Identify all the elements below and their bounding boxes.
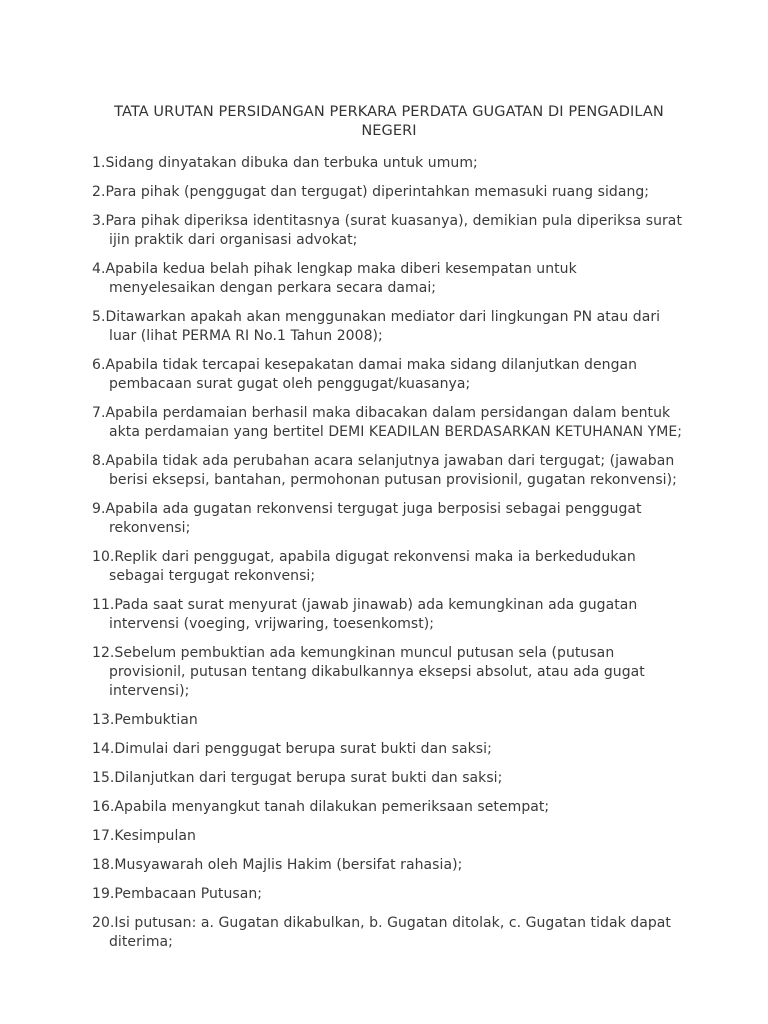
step-text: Sebelum pembuktian ada kemungkinan muncul putusan sela (putusan provisionil, putusan tentang dikabulkannya eksepsi absolut, atau ada gugat intervensi); [109, 645, 645, 699]
procedure-list [92, 154, 684, 952]
list-item [92, 885, 684, 904]
step-text: Pembuktian [114, 712, 198, 728]
step-number: 19. [92, 886, 115, 902]
step-text: Apabila perdamaian berhasil maka dibacakan dalam persidangan dalam bentuk akta perdamaian yang bertitel DEMI KEADILAN BERDASARKAN KETUHANAN YME; [105, 405, 683, 440]
step-text: Para pihak (penggugat dan tergugat) diperintahkan memasuki ruang sidang; [105, 184, 650, 200]
step-number: 14. [92, 741, 115, 757]
step-number: 18. [92, 857, 115, 873]
step-text: Kesimpulan [114, 828, 196, 844]
step-text: Para pihak diperiksa identitasnya (surat kuasanya), demikian pula diperiksa surat ijin praktik dari organisasi advokat; [105, 213, 682, 248]
step-number: 1. [92, 155, 106, 171]
step-number: 12. [92, 645, 115, 661]
step-text: Apabila kedua belah pihak lengkap maka diberi kesempatan untuk menyelesaikan dengan perkara secara damai; [105, 261, 577, 296]
step-text: Apabila ada gugatan rekonvensi tergugat juga berposisi sebagai penggugat rekonvensi; [105, 501, 642, 536]
list-item [92, 212, 684, 250]
step-text: Apabila tidak ada perubahan acara selanjutnya jawaban dari tergugat; (jawaban berisi eksepsi, bantahan, permohonan putusan provisionil, gugatan rekonvensi); [105, 453, 677, 488]
step-number: 4. [92, 261, 106, 277]
step-number: 10. [92, 549, 115, 565]
step-number: 13. [92, 712, 115, 728]
list-item [92, 856, 684, 875]
list-item [92, 548, 684, 586]
step-number: 7. [92, 405, 106, 421]
step-text: Pada saat surat menyurat (jawab jinawab) ada kemungkinan ada gugatan intervensi (voeging, vrijwaring, toesenkomst); [109, 597, 638, 632]
step-number: 5. [92, 309, 106, 325]
list-item [92, 356, 684, 394]
step-number: 16. [92, 799, 115, 815]
list-item [92, 644, 684, 701]
step-text: Apabila tidak tercapai kesepakatan damai maka sidang dilanjutkan dengan pembacaan surat gugat oleh penggugat/kuasanya; [105, 357, 638, 392]
document-title: TATA URUTAN PERSIDANGAN PERKARA PERDATA GUGATAN DI PENGADILAN NEGERI [114, 104, 664, 139]
list-item [92, 740, 684, 759]
step-text: Dilanjutkan dari tergugat berupa surat bukti dan saksi; [114, 770, 503, 786]
step-text: Replik dari penggugat, apabila digugat rekonvensi maka ia berkedudukan sebagai tergugat rekonvensi; [109, 549, 636, 584]
step-number: 3. [92, 213, 106, 229]
list-item [92, 798, 684, 817]
step-number: 8. [92, 453, 106, 469]
list-item [92, 260, 684, 298]
list-item [92, 183, 684, 202]
list-item [92, 827, 684, 846]
step-number: 6. [92, 357, 106, 373]
list-item [92, 500, 684, 538]
step-text: Musyawarah oleh Majlis Hakim (bersifat rahasia); [114, 857, 463, 873]
step-number: 17. [92, 828, 115, 844]
step-number: 11. [92, 597, 115, 613]
step-number: 2. [92, 184, 106, 200]
step-text: Sidang dinyatakan dibuka dan terbuka untuk umum; [105, 155, 478, 171]
step-number: 15. [92, 770, 115, 786]
step-text: Apabila menyangkut tanah dilakukan pemeriksaan setempat; [114, 799, 550, 815]
step-text: Pembacaan Putusan; [114, 886, 263, 902]
step-number: 20. [92, 915, 115, 931]
list-item [92, 596, 684, 634]
step-text: Isi putusan: a. Gugatan dikabulkan, b. Gugatan ditolak, c. Gugatan tidak dapat diterima; [109, 915, 671, 950]
step-number: 9. [92, 501, 106, 517]
step-text: Dimulai dari penggugat berupa surat bukti dan saksi; [114, 741, 492, 757]
list-item [92, 404, 684, 442]
list-item [92, 914, 684, 952]
list-item [92, 769, 684, 788]
list-item [92, 308, 684, 346]
list-item [92, 452, 684, 490]
list-item [92, 154, 684, 173]
list-item [92, 711, 684, 730]
step-text: Ditawarkan apakah akan menggunakan mediator dari lingkungan PN atau dari luar (lihat PERMA RI No.1 Tahun 2008); [105, 309, 661, 344]
